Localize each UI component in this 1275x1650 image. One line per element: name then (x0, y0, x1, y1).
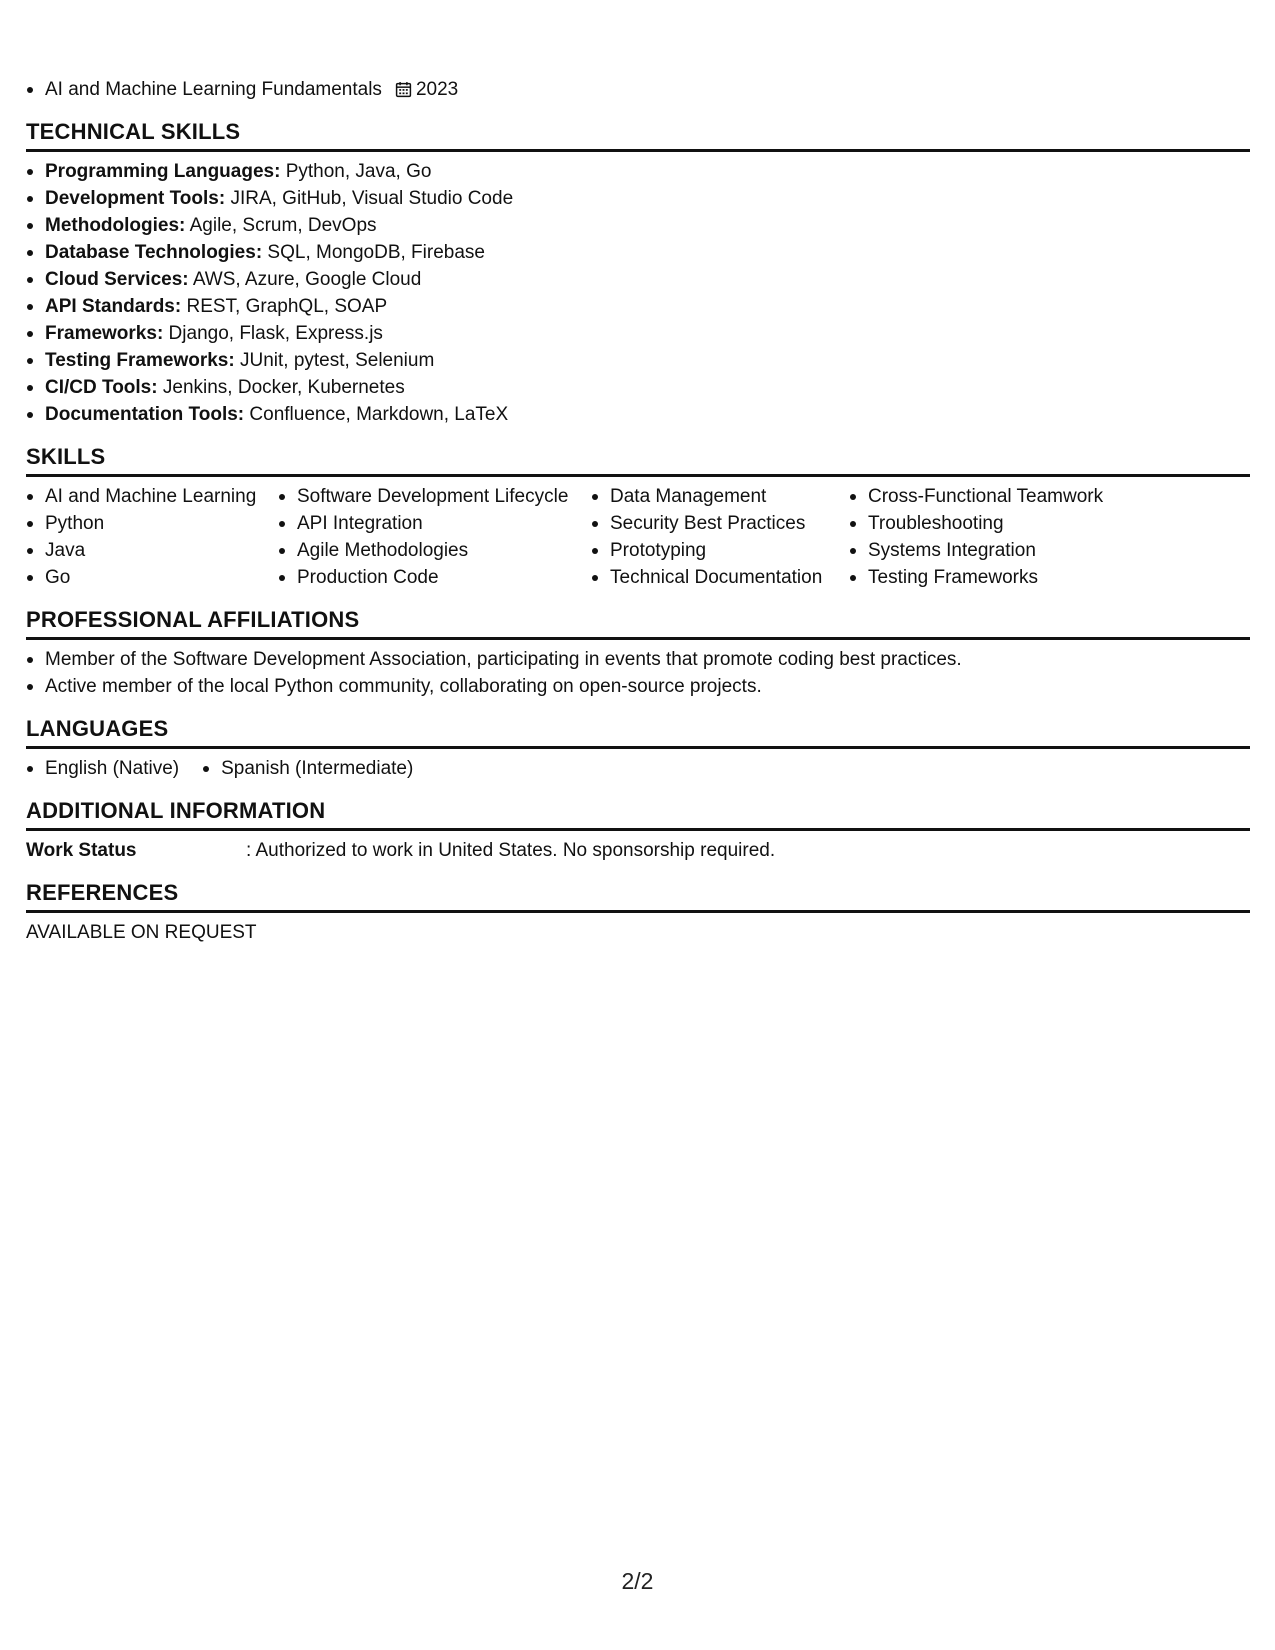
page-number: 2/2 (621, 1568, 654, 1594)
language-item: Spanish (Intermediate) (202, 755, 413, 782)
skill-item: Python (26, 510, 278, 537)
technical-skill-item (26, 212, 1250, 239)
technical-skill-label: CI/CD Tools: (45, 377, 158, 398)
certification-item (26, 76, 1250, 103)
technical-skills-heading: TECHNICAL SKILLS (26, 118, 1250, 152)
certification-list (26, 76, 1250, 103)
technical-skill-item (26, 239, 1250, 266)
skill-item: Systems Integration (849, 537, 1149, 564)
technical-skill-item (26, 293, 1250, 320)
skill-item: Prototyping (591, 537, 849, 564)
skills-heading: SKILLS (26, 443, 1250, 477)
languages-list (26, 755, 1250, 782)
technical-skill-value: Agile, Scrum, DevOps (185, 215, 377, 236)
certification-year: 2023 (415, 79, 459, 100)
technical-skill-label: API Standards: (45, 296, 182, 317)
technical-skill-value: Jenkins, Docker, Kubernetes (157, 377, 405, 398)
skill-item: Agile Methodologies (278, 537, 591, 564)
technical-skill-item (26, 158, 1250, 185)
technical-skill-value: JIRA, GitHub, Visual Studio Code (225, 188, 514, 209)
technical-skill-label: Development Tools: (45, 188, 226, 209)
references-text: AVAILABLE ON REQUEST (26, 922, 257, 943)
language-item: English (Native) (26, 755, 179, 782)
affiliation-item: Member of the Software Development Association, participating in events that promote coding best practices. (26, 646, 1250, 673)
technical-skill-item (26, 320, 1250, 347)
references-heading: REFERENCES (26, 879, 1250, 913)
technical-skill-label: Methodologies: (45, 215, 186, 236)
calendar-icon (395, 81, 412, 98)
technical-skills-list (26, 158, 1250, 428)
skill-item: API Integration (278, 510, 591, 537)
affiliation-item: Active member of the local Python community, collaborating on open-source projects. (26, 673, 1250, 700)
work-status-value: : Authorized to work in United States. No sponsorship required. (246, 840, 776, 861)
technical-skill-value: SQL, MongoDB, Firebase (262, 242, 485, 263)
technical-skill-label: Cloud Services: (45, 269, 189, 290)
skill-item: Technical Documentation (591, 564, 849, 591)
technical-skill-value: JUnit, pytest, Selenium (234, 350, 435, 371)
skill-item: Cross-Functional Teamwork (849, 483, 1149, 510)
skill-item: Production Code (278, 564, 591, 591)
additional-info-heading: ADDITIONAL INFORMATION (26, 797, 1250, 831)
skills-column (591, 483, 849, 591)
languages-heading: LANGUAGES (26, 715, 1250, 749)
technical-skill-label: Testing Frameworks: (45, 350, 235, 371)
certification-name: AI and Machine Learning Fundamentals (45, 79, 382, 100)
technical-skill-value: Django, Flask, Express.js (163, 323, 383, 344)
skill-item: AI and Machine Learning (26, 483, 278, 510)
skill-item: Java (26, 537, 278, 564)
skills-column (849, 483, 1149, 591)
skills-grid (26, 483, 1250, 591)
technical-skill-label: Programming Languages: (45, 161, 281, 182)
affiliations-list (26, 646, 1250, 700)
technical-skill-value: REST, GraphQL, SOAP (181, 296, 388, 317)
technical-skill-item (26, 185, 1250, 212)
work-status-row (26, 837, 1250, 864)
resume-page (26, 76, 1250, 946)
skill-item: Security Best Practices (591, 510, 849, 537)
skill-item: Testing Frameworks (849, 564, 1149, 591)
skills-column (26, 483, 278, 591)
affiliations-heading: PROFESSIONAL AFFILIATIONS (26, 606, 1250, 640)
technical-skill-value: AWS, Azure, Google Cloud (188, 269, 422, 290)
technical-skill-value: Confluence, Markdown, LaTeX (244, 404, 509, 425)
skill-item: Data Management (591, 483, 849, 510)
technical-skill-label: Database Technologies: (45, 242, 263, 263)
technical-skill-item (26, 401, 1250, 428)
technical-skill-label: Frameworks: (45, 323, 164, 344)
skill-item: Go (26, 564, 278, 591)
certification-date (395, 76, 458, 103)
technical-skill-value: Python, Java, Go (280, 161, 432, 182)
skill-item: Troubleshooting (849, 510, 1149, 537)
skill-item: Software Development Lifecycle (278, 483, 591, 510)
technical-skill-item (26, 347, 1250, 374)
work-status-label: Work Status (26, 840, 137, 861)
technical-skill-item (26, 266, 1250, 293)
skills-column (278, 483, 591, 591)
technical-skill-item (26, 374, 1250, 401)
technical-skill-label: Documentation Tools: (45, 404, 245, 425)
